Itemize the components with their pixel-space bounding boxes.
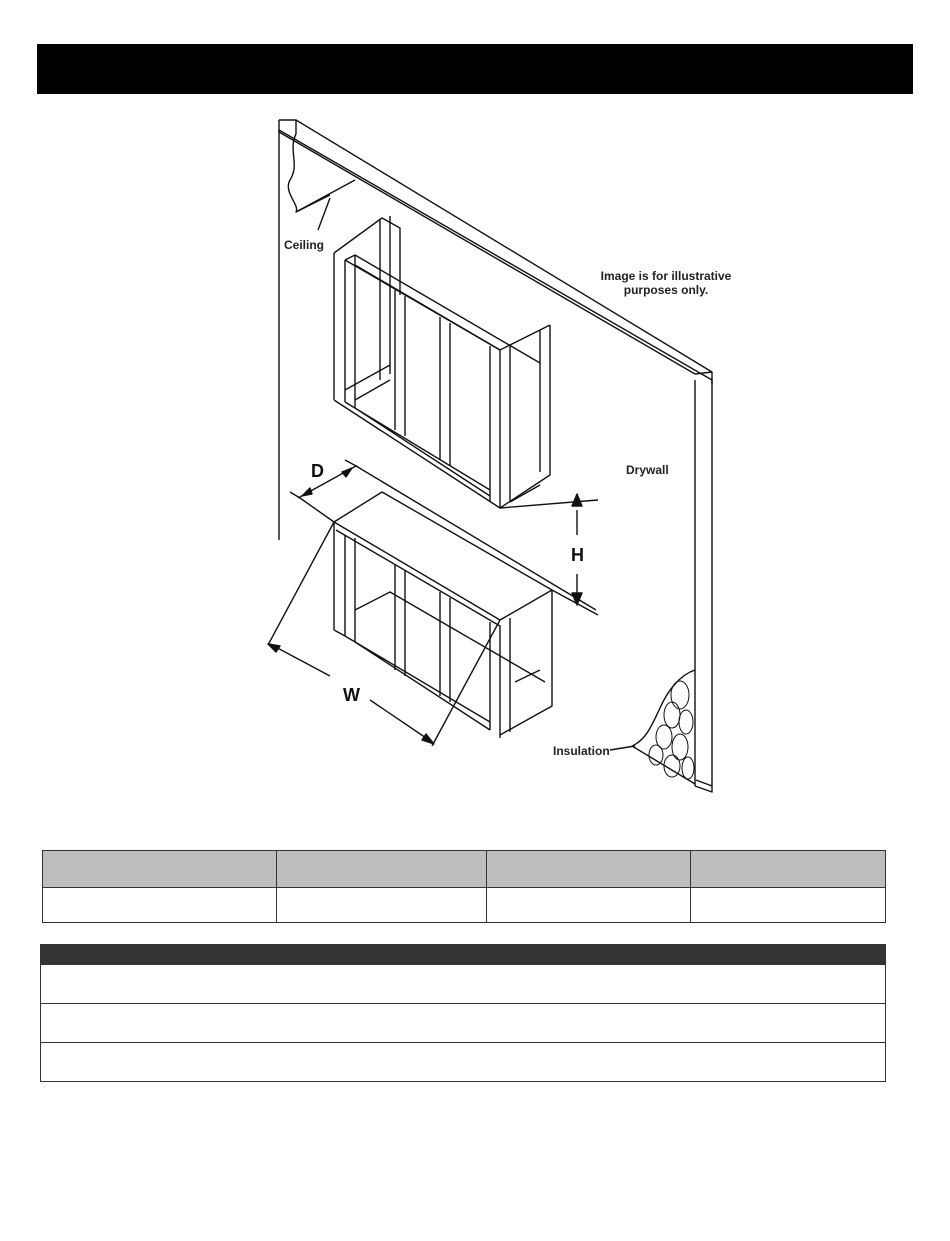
illustrative-note-line1: Image is for illustrative bbox=[600, 269, 732, 283]
illustrative-note-line2: purposes only. bbox=[623, 283, 709, 297]
insulation-label: Insulation bbox=[553, 744, 610, 758]
spec-value-cell bbox=[691, 888, 886, 923]
notes-header bbox=[41, 945, 885, 965]
dimension-width bbox=[268, 522, 500, 746]
spec-table-header bbox=[43, 851, 886, 888]
height-label: H bbox=[571, 545, 584, 565]
drywall-label: Drywall bbox=[626, 463, 669, 477]
lower-opening-frame bbox=[334, 492, 552, 738]
spec-table-row bbox=[43, 888, 886, 923]
spec-header-cell bbox=[43, 851, 277, 888]
spec-header-cell bbox=[691, 851, 886, 888]
ceiling-label: Ceiling bbox=[284, 238, 325, 252]
notes-line bbox=[41, 965, 885, 1003]
upper-opening-frame bbox=[334, 216, 550, 508]
notes-line bbox=[41, 1003, 885, 1042]
spec-value-cell bbox=[43, 888, 277, 923]
ceiling-tear bbox=[288, 134, 355, 212]
insulation-tear bbox=[632, 670, 695, 746]
top-plate bbox=[279, 120, 712, 384]
spec-value-cell bbox=[487, 888, 691, 923]
dimension-depth bbox=[290, 460, 596, 610]
spec-value-cell bbox=[277, 888, 487, 923]
width-label: W bbox=[343, 685, 360, 705]
spec-header-cell bbox=[487, 851, 691, 888]
title-bar bbox=[37, 44, 913, 94]
notes-line bbox=[41, 1042, 885, 1081]
spec-table bbox=[42, 850, 886, 923]
depth-label: D bbox=[311, 461, 324, 481]
spec-header-cell bbox=[277, 851, 487, 888]
framing-illustration bbox=[0, 110, 950, 810]
notes-box bbox=[40, 944, 886, 1082]
